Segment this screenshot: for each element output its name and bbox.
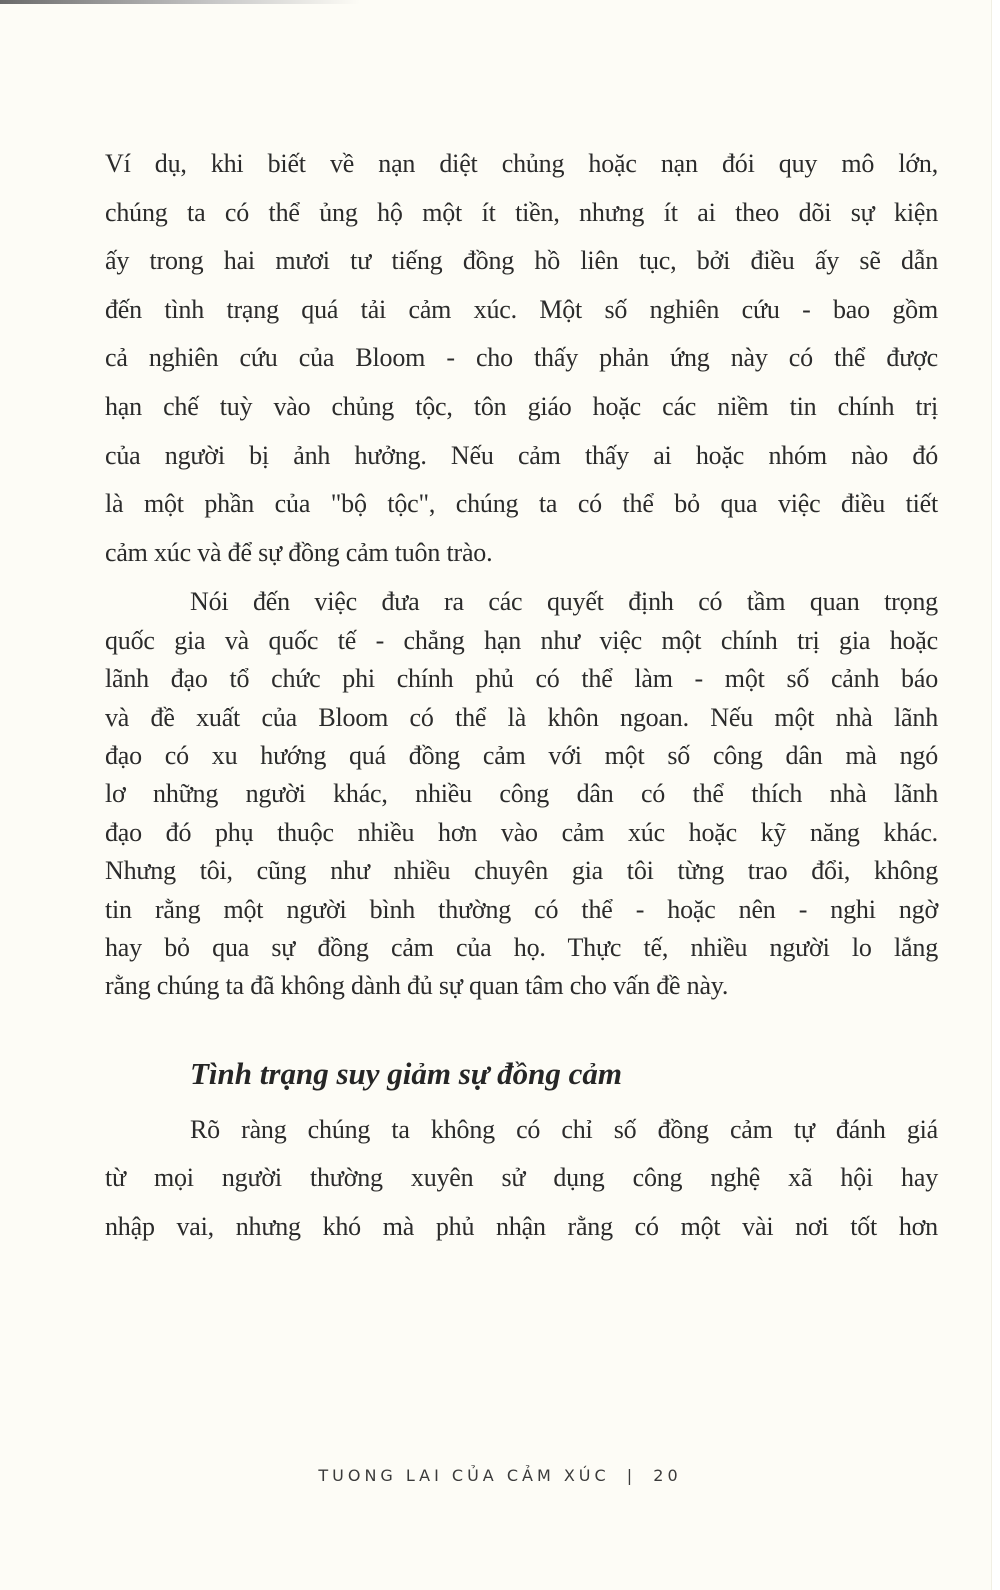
text-line: quốc gia và quốc tế - chẳng hạn như việc một chính trị gia hoặc (105, 625, 938, 655)
book-page-body (105, 140, 938, 1252)
page-footer (0, 1466, 1000, 1485)
text-line: Nhưng tôi, cũng như nhiều chuyên gia tôi từng trao đổi, không (105, 856, 938, 886)
text-line: đến tình trạng quá tải cảm xúc. Một số nghiên cứu - bao gồm (105, 294, 938, 324)
text-line: lơ những người khác, nhiều công dân có thể thích nhà lãnh (105, 779, 938, 809)
text-line: Ví dụ, khi biết về nạn diệt chủng hoặc nạn đói quy mô lớn, (105, 149, 938, 178)
running-title: TUONG LAI CỦA CẢM XÚC (318, 1466, 610, 1485)
text-line: từ mọi người thường xuyên sử dụng công nghệ xã hội hay (105, 1163, 938, 1193)
text-line: hạn chế tuỳ vào chủng tộc, tôn giáo hoặc các niềm tin chính trị (105, 391, 938, 421)
scan-edge-shadow (0, 0, 360, 4)
page-number: 20 (653, 1466, 682, 1485)
text-line: tin rằng một người bình thường có thể - hoặc nên - nghi ngờ (105, 894, 938, 924)
text-line: là một phần của "bộ tộc", chúng ta có thể bỏ qua việc điều tiết (105, 489, 938, 519)
text-line: đạo đó phụ thuộc nhiều hơn vào cảm xúc hoặc kỹ năng khác. (105, 817, 938, 847)
text-line: nhập vai, nhưng khó mà phủ nhận rằng có một vài nơi tốt hơn (105, 1212, 938, 1241)
text-line: chúng ta có thể ủng hộ một ít tiền, nhưng ít ai theo dõi sự kiện (105, 197, 938, 227)
text-line: cảm xúc và để sự đồng cảm tuôn trào. (105, 537, 493, 567)
text-line: Nói đến việc đưa ra các quyết định có tầm quan trọng (190, 587, 938, 617)
text-line: hay bỏ qua sự đồng cảm của họ. Thực tế, nhiều người lo lắng (105, 933, 938, 962)
page-right-edge (991, 0, 1000, 1590)
paragraph-3 (105, 1106, 938, 1252)
text-line: của người bị ảnh hưởng. Nếu cảm thấy ai hoặc nhóm nào đó (105, 440, 938, 470)
text-line: rằng chúng ta đã không dành đủ sự quan tâm cho vấn đề này. (105, 971, 729, 1001)
text-line: lãnh đạo tổ chức phi chính phủ có thể làm - một số cảnh báo (105, 664, 938, 694)
text-line: ấy trong hai mươi tư tiếng đồng hồ liên tục, bởi điều ấy sẽ dẫn (105, 246, 938, 276)
paragraph-1 (105, 140, 938, 577)
text-line: cả nghiên cứu của Bloom - cho thấy phản ứng này có thể được (105, 343, 938, 373)
text-line: đạo có xu hướng quá đồng cảm với một số công dân mà ngó (105, 740, 938, 770)
text-line: Rõ ràng chúng ta không có chỉ số đồng cảm tự đánh giá (190, 1114, 938, 1144)
section-heading: Tình trạng suy giảm sự đồng cảm (190, 1055, 622, 1091)
paragraph-2 (105, 583, 938, 1005)
text-line: và đề xuất của Bloom có thể là khôn ngoan. Nếu một nhà lãnh (105, 702, 938, 732)
footer-separator: | (626, 1466, 637, 1485)
